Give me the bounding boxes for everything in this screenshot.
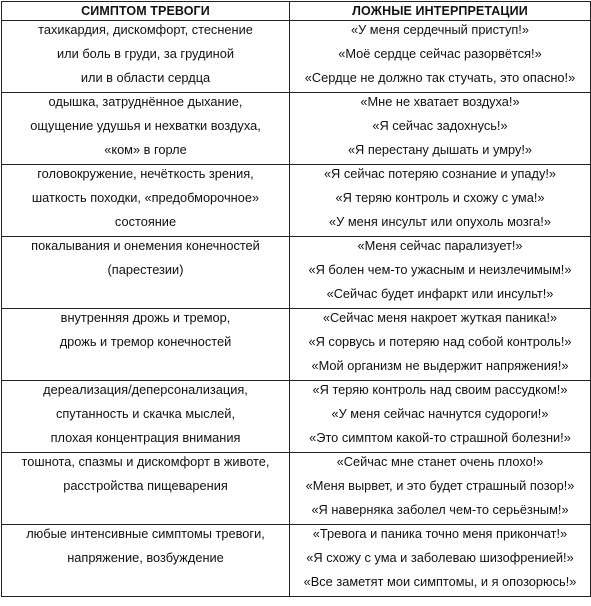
symptom-cell <box>2 21 290 93</box>
table-row <box>2 381 591 453</box>
interpretation-cell-line: «У меня сейчас начнутся судороги!» <box>331 406 549 421</box>
symptom-cell-line: покалывания и онемения конечностей <box>31 238 260 253</box>
interpretation-cell-line: «Сердце не должно так стучать, это опасно!» <box>304 70 576 85</box>
symptom-cell-line: спутанность и скачка мыслей, <box>55 406 235 421</box>
symptom-cell-line: расстройства пищеварения <box>63 478 228 493</box>
symptom-cell-line: головокружение, нечёткость зрения, <box>37 166 254 181</box>
interpretation-cell-line: «Я теряю контроль над своим рассудком!» <box>312 382 568 397</box>
symptom-cell <box>2 525 290 597</box>
interpretation-cell <box>290 237 591 309</box>
symptom-cell-line: или боль в груди, за грудиной <box>57 46 234 61</box>
table-row <box>2 21 591 93</box>
interpretation-cell-line: «Тревога и паника точно меня прикончат!» <box>312 526 568 541</box>
interpretation-cell-line: «Я сейчас задохнусь!» <box>372 118 508 133</box>
interpretation-cell-line: «Это симптом какой-то страшной болезни!» <box>309 430 571 445</box>
interpretation-cell-line: «Сейчас мне станет очень плохо!» <box>336 454 544 469</box>
symptoms-table <box>1 1 591 597</box>
symptom-cell-line: (парестезии) <box>107 262 184 277</box>
interpretation-cell-line: «Я перестану дышать и умру!» <box>347 142 533 157</box>
symptom-cell-line: тахикардия, дискомфорт, стеснение <box>38 22 253 37</box>
interpretation-cell <box>290 525 591 597</box>
symptom-cell <box>2 381 290 453</box>
symptom-cell-line: шаткость походки, «предобморочное» <box>31 190 260 205</box>
interpretation-cell <box>290 453 591 525</box>
table-row <box>2 309 591 381</box>
interpretation-cell <box>290 93 591 165</box>
interpretation-cell <box>290 165 591 237</box>
symptom-cell <box>2 309 290 381</box>
header-interpretations: ЛОЖНЫЕ ИНТЕРПРЕТАЦИИ <box>290 2 591 21</box>
interpretation-cell-line: «Я наверняка заболел чем-то серьёзным!» <box>311 502 569 517</box>
header-symptom: СИМПТОМ ТРЕВОГИ <box>2 2 290 21</box>
symptom-cell <box>2 453 290 525</box>
table-body <box>2 21 591 597</box>
table-row <box>2 525 591 597</box>
interpretation-cell-line: «Я теряю контроль и схожу с ума!» <box>335 190 545 205</box>
interpretation-cell <box>290 309 591 381</box>
symptom-cell-line: тошнота, спазмы и дискомфорт в животе, <box>21 454 270 469</box>
interpretation-cell-line: «Сейчас меня накроет жуткая паника!» <box>322 310 558 325</box>
interpretation-cell-line: «Меня вырвет, и это будет страшный позор!» <box>305 478 575 493</box>
symptom-cell <box>2 165 290 237</box>
symptom-cell-line: внутренняя дрожь и тремор, <box>60 310 231 325</box>
interpretation-cell-line: «Я болен чем-то ужасным и неизлечимым!» <box>308 262 572 277</box>
interpretation-cell-line: «Я сорвусь и потеряю над собой контроль!» <box>308 334 572 349</box>
symptom-cell <box>2 93 290 165</box>
symptom-cell-line: одышка, затруднённое дыхание, <box>48 94 243 109</box>
interpretation-cell-line: «Мой организм не выдержит напряжения!» <box>311 358 569 373</box>
table-row <box>2 165 591 237</box>
interpretation-cell-line: «У меня инсульт или опухоль мозга!» <box>329 214 551 229</box>
symptom-cell-line: состояние <box>114 214 177 229</box>
symptom-cell-line: «ком» в горле <box>104 142 187 157</box>
interpretation-cell-line: «Я схожу с ума и заболеваю шизофренией!» <box>306 550 574 565</box>
table-row <box>2 93 591 165</box>
symptom-cell-line: плохая концентрация внимания <box>50 430 241 445</box>
interpretation-cell <box>290 381 591 453</box>
symptom-cell <box>2 237 290 309</box>
interpretation-cell <box>290 21 591 93</box>
symptom-cell-line: ощущение удушья и нехватки воздуха, <box>30 118 261 133</box>
symptom-cell-line: или в области сердца <box>80 70 211 85</box>
interpretation-cell-line: «Я сейчас потеряю сознание и упаду!» <box>323 166 557 181</box>
symptom-cell-line: дрожь и тремор конечностей <box>59 334 232 349</box>
interpretation-cell-line: «У меня сердечный приступ!» <box>350 22 529 37</box>
table-row <box>2 453 591 525</box>
interpretation-cell-line: «Сейчас будет инфаркт или инсульт!» <box>326 286 554 301</box>
interpretation-cell-line: «Моё сердце сейчас разорвётся!» <box>338 46 542 61</box>
interpretation-cell-line: «Мне не хватает воздуха!» <box>360 94 520 109</box>
interpretation-cell-line: «Меня сейчас парализует!» <box>357 238 523 253</box>
interpretation-cell-line: «Все заметят мои симптомы, и я опозорюсь!» <box>303 574 577 589</box>
table-row <box>2 237 591 309</box>
symptom-cell-line: напряжение, возбуждение <box>67 550 224 565</box>
symptom-cell-line: любые интенсивные симптомы тревоги, <box>26 526 265 541</box>
symptom-cell-line: дереализация/деперсонализация, <box>43 382 248 397</box>
